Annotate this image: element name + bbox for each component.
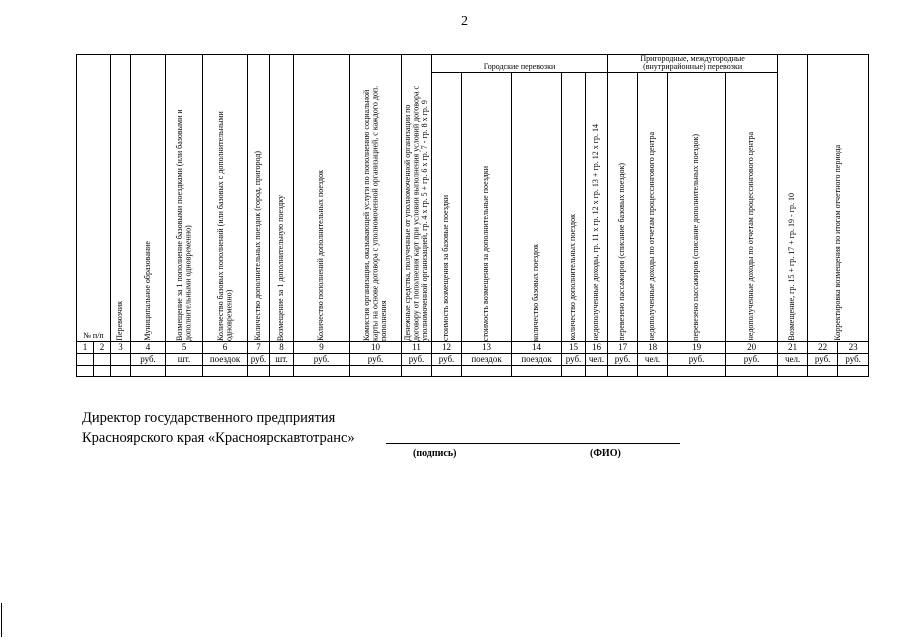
- header-col-18: перевезено пассажиров (списание дополнительных поездок): [668, 72, 726, 341]
- data-cell[interactable]: [77, 365, 94, 376]
- column-number: 16: [586, 341, 608, 353]
- header-col-19: недополученные доходы по отчетам процессингового центра: [726, 72, 778, 341]
- data-cell[interactable]: [608, 365, 638, 376]
- data-cell[interactable]: [111, 365, 131, 376]
- unit-cell: руб.: [608, 353, 638, 365]
- name-label: (ФИО): [590, 448, 621, 459]
- signature-line: [386, 443, 486, 444]
- data-cell[interactable]: [166, 365, 203, 376]
- header-no-pp: № п/п: [77, 55, 111, 342]
- data-cell[interactable]: [808, 365, 838, 376]
- header-col-9: Комиссия организации, оказывающей услуги по пополнению социальной карты на основе договора с уполномоченной организацией, с каждого доп. пополнения: [350, 55, 402, 342]
- column-number: 5: [166, 341, 203, 353]
- unit-cell: шт.: [270, 353, 294, 365]
- units-row: [77, 353, 869, 365]
- column-number: 14: [512, 341, 562, 353]
- column-number: 4: [131, 341, 166, 353]
- data-cell[interactable]: [350, 365, 402, 376]
- unit-cell: руб.: [838, 353, 869, 365]
- header-col-4: Возмещение за 1 пополнение базовыми поездками (или базовыми и дополнительными одновременно): [166, 55, 203, 342]
- unit-cell: руб.: [808, 353, 838, 365]
- column-number: 6: [203, 341, 248, 353]
- column-number: 18: [638, 341, 668, 353]
- data-cell[interactable]: [131, 365, 166, 376]
- column-number-row: [77, 341, 869, 353]
- unit-cell: чел.: [778, 353, 808, 365]
- header-col-8: Количество пополнений дополнительных поездок: [294, 55, 350, 342]
- data-cell[interactable]: [94, 365, 111, 376]
- unit-cell: руб.: [350, 353, 402, 365]
- header-col-13: количество базовых поездок: [512, 72, 562, 341]
- header-col-21: Корректировка возмещения по итогам отчетного периода: [808, 55, 869, 342]
- header-col-3: Муниципальное образование: [131, 55, 166, 342]
- unit-cell: руб.: [248, 353, 270, 365]
- signature-label: (подпись): [413, 448, 457, 459]
- data-cell[interactable]: [562, 365, 586, 376]
- column-number: 7: [248, 341, 270, 353]
- data-cell[interactable]: [512, 365, 562, 376]
- column-number: 20: [726, 341, 778, 353]
- column-number: 2: [94, 341, 111, 353]
- director-title-line-1: Директор государственного предприятия: [82, 410, 336, 426]
- unit-cell: руб.: [726, 353, 778, 365]
- column-number: 23: [838, 341, 869, 353]
- header-col-14: количество дополнительных поездок: [562, 72, 586, 341]
- subsidy-report-table: [76, 54, 861, 376]
- data-cell[interactable]: [432, 365, 462, 376]
- data-cell[interactable]: [778, 365, 808, 376]
- column-number: 22: [808, 341, 838, 353]
- data-cell[interactable]: [248, 365, 270, 376]
- page-edge-mark: [1, 603, 2, 637]
- data-cell[interactable]: [402, 365, 432, 376]
- column-number: 11: [402, 341, 432, 353]
- data-cell[interactable]: [462, 365, 512, 376]
- column-number: 12: [432, 341, 462, 353]
- header-col-7: Возмещение за 1 дополнительную поездку: [270, 55, 294, 342]
- unit-cell: поездок: [462, 353, 512, 365]
- column-number: 13: [462, 341, 512, 353]
- data-cell[interactable]: [838, 365, 869, 376]
- unit-cell: чел.: [586, 353, 608, 365]
- data-cell[interactable]: [726, 365, 778, 376]
- column-number: 21: [778, 341, 808, 353]
- column-number: 9: [294, 341, 350, 353]
- data-cell[interactable]: [203, 365, 248, 376]
- header-col-15: недополученные доходы, гр. 11 х гр. 12 х гр. 13 + гр. 12 х гр. 14: [586, 72, 608, 341]
- data-cell[interactable]: [586, 365, 608, 376]
- unit-cell: руб.: [294, 353, 350, 365]
- director-title-line-2: Красноярского края «Красноярскавтотранс»: [82, 430, 355, 446]
- page-number: 2: [461, 14, 468, 29]
- data-cell[interactable]: [294, 365, 350, 376]
- unit-cell: руб.: [668, 353, 726, 365]
- header-col-5: Количество базовых пополнений (или базовых с дополнительными одновременно): [203, 55, 248, 342]
- column-number: 15: [562, 341, 586, 353]
- unit-cell: поездок: [512, 353, 562, 365]
- unit-cell: [111, 353, 131, 365]
- unit-cell: руб.: [402, 353, 432, 365]
- column-number: 3: [111, 341, 131, 353]
- unit-cell: руб.: [562, 353, 586, 365]
- group-city-transport: Городские перевозки: [432, 55, 608, 73]
- unit-cell: руб.: [131, 353, 166, 365]
- header-col-20: Возмещение, гр. 15 + гр. 17 + гр. 19 - гр. 10: [778, 55, 808, 342]
- header-col-6: Количество дополнительных поездок (город, пригород): [248, 55, 270, 342]
- unit-cell: руб.: [432, 353, 462, 365]
- header-col-17: недополученные доходы по отчетам процессингового центра: [638, 72, 668, 341]
- column-number: 1: [77, 341, 94, 353]
- unit-cell: [94, 353, 111, 365]
- group-suburban-transport: Пригородные, междугородные (внутрирайонные) перевозки: [608, 55, 778, 73]
- header-col-16: перевезено пассажиров (списание базовых поездок): [608, 72, 638, 341]
- header-col-10: Денежные средства, полученные от уполномоченной организации по договору от пополнения карт при условии выполнения условий договора с уполномоченной организацией, гр. 4 х гр. 5 + гр. 6 х гр. 7 - гр. 8 х гр. 9: [402, 55, 432, 342]
- header-col-2: Перевозчик: [111, 55, 131, 342]
- data-cell[interactable]: [638, 365, 668, 376]
- director-signature-block: [82, 408, 355, 448]
- column-number: 10: [350, 341, 402, 353]
- unit-cell: поездок: [203, 353, 248, 365]
- unit-cell: [77, 353, 94, 365]
- data-cell[interactable]: [668, 365, 726, 376]
- header-col-12: стоимость возмещения за дополнительные поездки: [462, 72, 512, 341]
- column-number: 17: [608, 341, 638, 353]
- name-line: [480, 443, 680, 444]
- unit-cell: шт.: [166, 353, 203, 365]
- column-number: 8: [270, 341, 294, 353]
- column-number: 19: [668, 341, 726, 353]
- empty-data-row: [77, 365, 869, 376]
- unit-cell: чел.: [638, 353, 668, 365]
- data-cell[interactable]: [270, 365, 294, 376]
- header-col-11: стоимость возмещения за базовые поездки: [432, 72, 462, 341]
